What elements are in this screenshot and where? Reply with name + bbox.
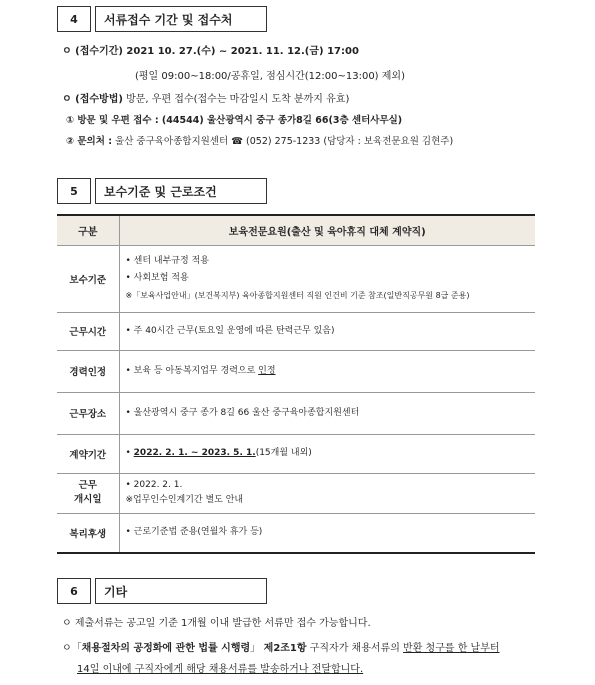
row-value: • 울산광역시 중구 종가 8길 66 울산 중구육아종합지원센터 [119,392,535,434]
career-recognized: 인정 [258,365,276,376]
return-request: 반환 청구를 한 날부터 [403,643,500,654]
row-label: 근무시간 [57,312,119,350]
start-label-2: 개시일 [73,494,102,505]
pay-item-2: • 사회보험 적용 [125,273,189,283]
row-label: 경력인정 [57,350,119,392]
table-header-row [57,215,535,245]
visit-address: ① 방문 및 우편 접수 : (44544) 울산광역시 중구 종가8길 66(3층 센터사무실) [66,115,403,126]
section-4-header [57,6,267,32]
section-title: 서류접수 기간 및 접수처 [95,6,267,32]
row-value [119,350,535,392]
section-title: 보수기준 및 근로조건 [95,178,267,204]
section-number: 6 [57,578,91,604]
inquiry-line [66,133,453,147]
row-label [57,473,119,513]
start-date: • 2022. 2. 1. [125,480,183,490]
other-text: 구직자가 채용서류의 [306,643,404,654]
method-text: 방문, 우편 접수(접수는 마감일시 도착 분까지 유효) [122,94,350,105]
row-value [119,245,535,312]
row-label: 근무장소 [57,392,119,434]
row-value [119,434,535,473]
inquiry-label: ② 문의처 : [66,136,112,147]
other-line-3: 14일 이내에 구직자에게 해당 채용서류를 발송하거나 전달합니다. [77,664,364,675]
section-title: 기타 [95,578,267,604]
table-row-hours [57,312,535,350]
inquiry-text: 울산 중구육아종합지원센터 ☎ (052) 275-1233 (담당자 : 보육전문요원 김현주) [112,136,454,147]
table-row-contract [57,434,535,473]
row-label: 계약기간 [57,434,119,473]
section-6-header [57,578,267,604]
start-note: ※업무인수인계기간 별도 안내 [125,495,244,505]
row-value: • 근로기준법 준용(연월차 휴가 등) [119,513,535,553]
contract-bullet: • [125,448,134,458]
period-line: ㅇ (접수기간) 2021 10. 27.(수) ~ 2021. 11. 12.(금) 17:00 [62,46,359,57]
section-5-header [57,178,267,204]
method-line [62,90,349,105]
period-note: (평일 09:00~18:00/공휴일, 점심시간(12:00~13:00) 제외) [135,71,405,82]
law-name: 채용절차의 공정화에 관한 법률 시행령 [81,643,251,654]
contract-duration: (15개월 내외) [255,448,312,458]
row-label: 복리후생 [57,513,119,553]
law-article: 제2조1항 [260,643,307,654]
table-row-career [57,350,535,392]
conditions-table [57,214,535,554]
method-label: ㅇ (접수방법) [62,94,123,105]
section-number: 5 [57,178,91,204]
career-text: • 보육 등 아동복지업무 경력으로 [125,365,259,376]
pay-note: ※「보육사업안내」(보건복지부) 육아종합지원센터 직원 인건비 기준 참조(일반직공무원 8급 준용) [125,291,470,300]
header-category: 구분 [57,215,119,245]
law-bracket: 」 [250,643,261,654]
section-number: 4 [57,6,91,32]
other-line-2 [62,639,500,654]
row-value: • 주 40시간 근무(토요일 운영에 따른 탄력근무 있음) [119,312,535,350]
table-row-welfare [57,513,535,553]
table-row-place [57,392,535,434]
start-label-1: 근무 [78,480,97,491]
header-position: 보육전문요원(출산 및 육아휴직 대체 계약직) [119,215,535,245]
table-row-start [57,473,535,513]
row-label: 보수기준 [57,245,119,312]
other-bullet: ㅇ「 [62,643,82,654]
table-row-pay [57,245,535,312]
contract-dates: 2022. 2. 1. ~ 2023. 5. 1. [133,448,256,458]
other-line-1: ㅇ 제출서류는 공고일 기준 1개월 이내 발급한 서류만 접수 가능합니다. [62,618,371,629]
row-value [119,473,535,513]
pay-item-1: • 센터 내부규정 적용 [125,256,209,266]
